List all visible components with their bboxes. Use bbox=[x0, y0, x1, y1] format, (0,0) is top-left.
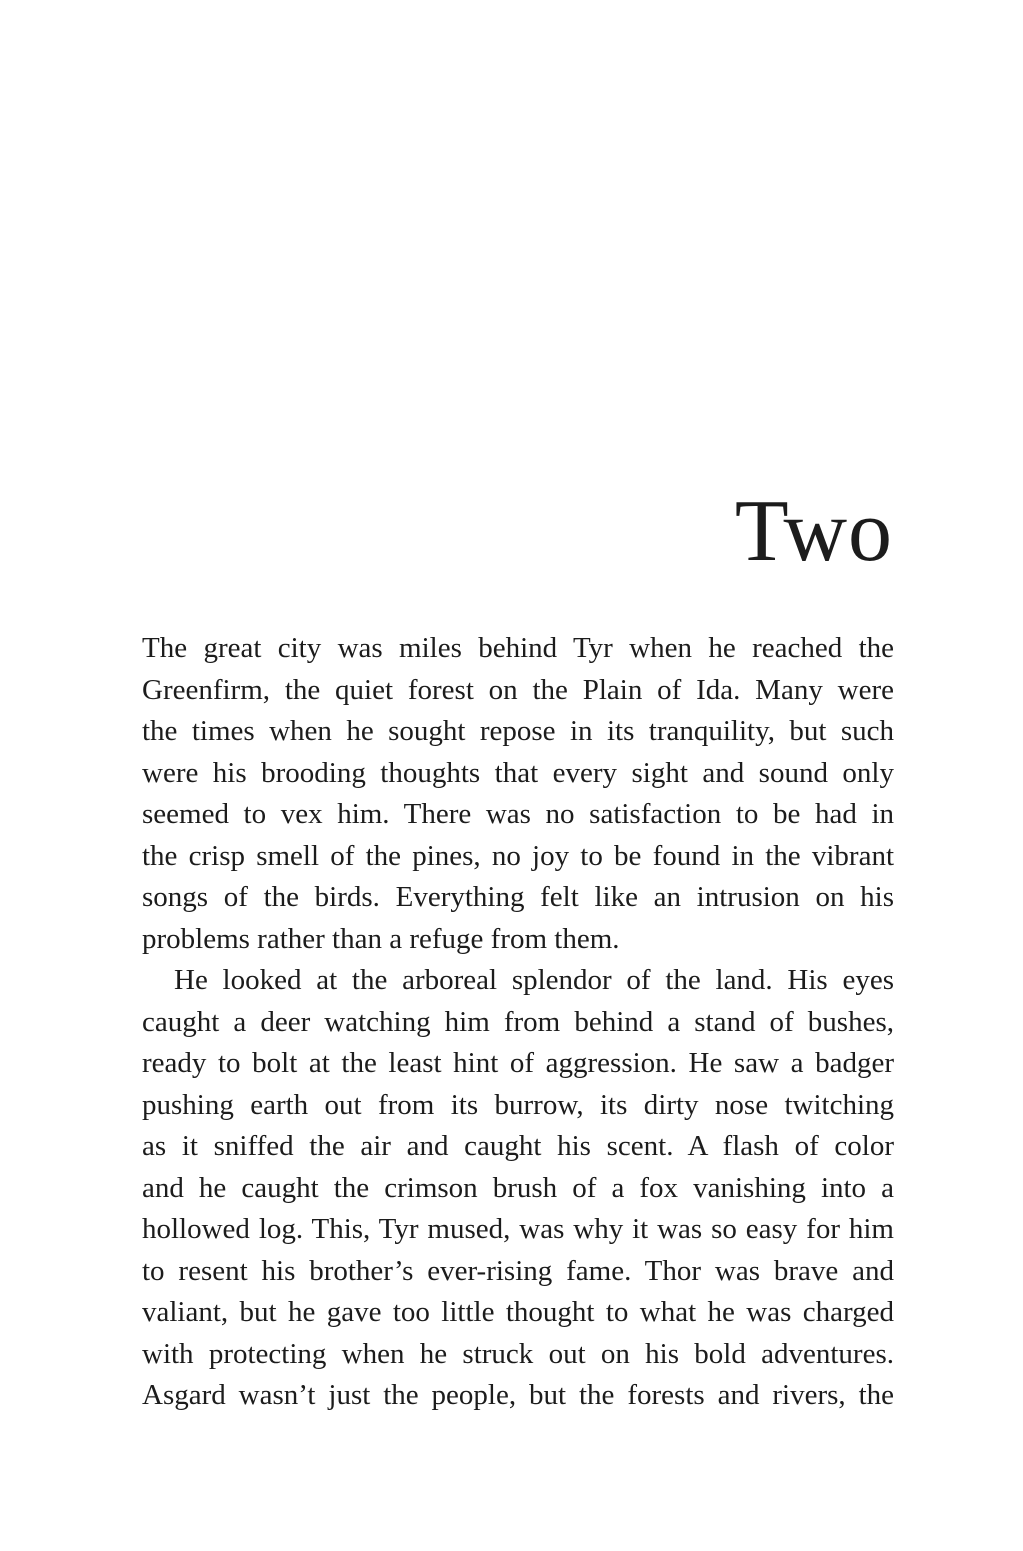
chapter-title: Two bbox=[734, 483, 893, 580]
text-line: problems rather than a refuge from them. bbox=[142, 922, 620, 955]
body-text bbox=[142, 628, 894, 1417]
text-line: Asgard wasn’t just the people, but the forests and rivers, the bbox=[142, 1379, 894, 1411]
text-line: hollowed log. This, Tyr mused, was why it was so easy for him bbox=[142, 1213, 894, 1245]
text-line: the times when he sought repose in its tranquility, but such bbox=[142, 715, 894, 747]
text-line: songs of the birds. Everything felt like an intrusion on his bbox=[142, 881, 894, 913]
text-line: caught a deer watching him from behind a stand of bushes, bbox=[142, 1005, 894, 1038]
text-line: to resent his brother’s ever-rising fame. Thor was brave and bbox=[142, 1254, 894, 1287]
text-line: as it sniffed the air and caught his scent. A flash of color bbox=[142, 1130, 894, 1162]
text-line: ready to bolt at the least hint of aggression. He saw a badger bbox=[142, 1047, 894, 1079]
text-line: pushing earth out from its burrow, its dirty nose twitching bbox=[142, 1088, 894, 1121]
text-line: were his brooding thoughts that every sight and sound only bbox=[142, 756, 894, 789]
text-line: seemed to vex him. There was no satisfaction to be had in bbox=[142, 798, 894, 830]
text-line: The great city was miles behind Tyr when he reached the bbox=[142, 632, 894, 664]
text-line: He looked at the arboreal splendor of the land. His eyes bbox=[174, 964, 894, 996]
paragraph-2 bbox=[142, 960, 894, 1417]
text-line: valiant, but he gave too little thought to what he was charged bbox=[142, 1296, 894, 1328]
text-line: Greenfirm, the quiet forest on the Plain of Ida. Many were bbox=[142, 673, 894, 706]
text-line: the crisp smell of the pines, no joy to be found in the vibrant bbox=[142, 839, 894, 872]
paragraph-1 bbox=[142, 628, 894, 960]
text-line: with protecting when he struck out on his bold adventures. bbox=[142, 1337, 894, 1370]
text-line: and he caught the crimson brush of a fox vanishing into a bbox=[142, 1171, 894, 1204]
